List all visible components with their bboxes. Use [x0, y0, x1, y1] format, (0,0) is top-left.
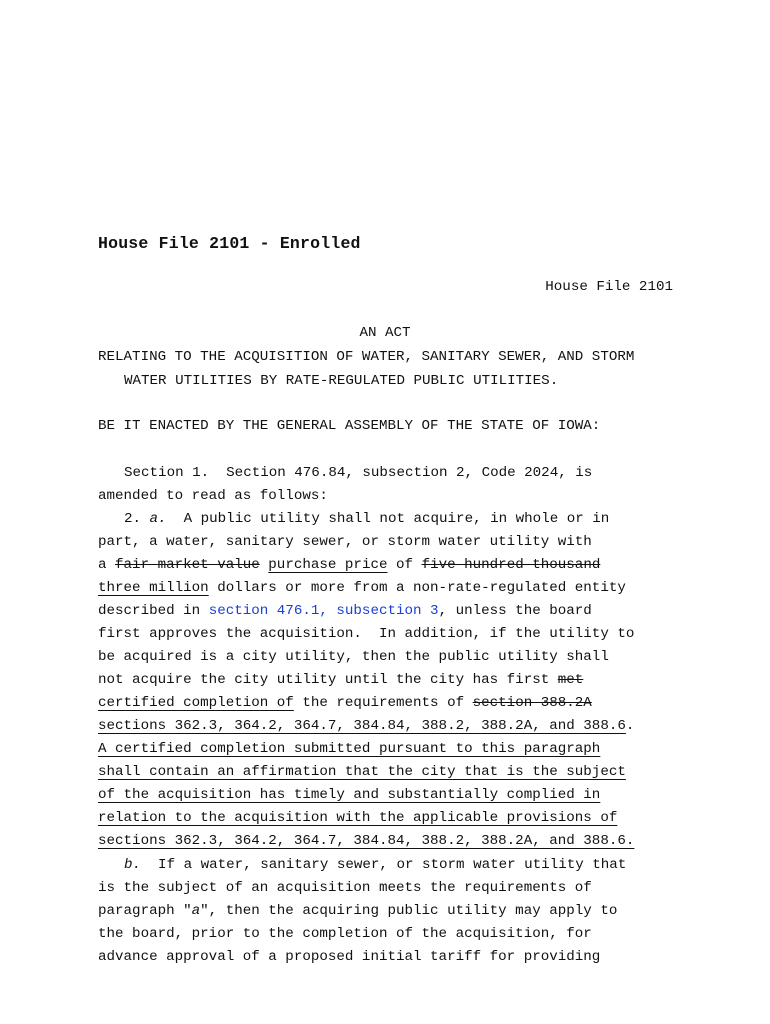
body-line-20-text: paragraph "	[98, 903, 192, 919]
body-line-19: is the subject of an acquisition meets the requirements of	[98, 880, 592, 896]
inserted-sections-list: sections 362.3, 364.2, 364.7, 384.84, 388.2, 388.2A, and 388.6	[98, 718, 626, 734]
body-line-3	[124, 509, 609, 529]
body-line-1: Section 1. Section 476.84, subsection 2, Code 2024, is	[124, 465, 593, 481]
inserted-certified-completion: certified completion of	[98, 695, 294, 711]
paragraph-number: 2.	[124, 511, 150, 527]
of-text: of	[387, 557, 422, 573]
section-476-1-link[interactable]: section 476.1, subsection 3	[208, 603, 439, 619]
document-title: House File 2101 - Enrolled	[98, 234, 361, 253]
inserted-three-million: three million	[98, 580, 209, 596]
act-title-line-1: RELATING TO THE ACQUISITION OF WATER, SANITARY SEWER, AND STORM	[98, 349, 635, 365]
enacting-clause: BE IT ENACTED BY THE GENERAL ASSEMBLY OF THE STATE OF IOWA:	[98, 418, 601, 434]
body-line-12	[98, 716, 634, 736]
body-line-5-text: a	[98, 557, 116, 573]
body-line-21: the board, prior to the completion of the acquisition, for	[98, 926, 592, 942]
struck-met: met	[557, 672, 584, 688]
period: .	[625, 718, 635, 734]
inserted-line-13: A certified completion submitted pursuant to this paragraph	[98, 741, 601, 757]
inserted-line-17: sections 362.3, 364.2, 364.7, 384.84, 388.2, 388.2A, and 388.6.	[98, 833, 635, 849]
body-line-11	[98, 693, 592, 713]
body-line-6-text: dollars or more from a non-rate-regulated entity	[208, 580, 626, 596]
struck-fair-market-value: fair market value	[115, 557, 260, 573]
act-title-line-2: WATER UTILITIES BY RATE-REGULATED PUBLIC UTILITIES.	[124, 373, 559, 389]
paragraph-ref-a: a	[191, 903, 201, 919]
body-line-6	[98, 578, 626, 598]
body-line-18	[124, 855, 626, 875]
paragraph-letter-b: b.	[124, 857, 142, 873]
act-heading: AN ACT	[359, 325, 411, 341]
body-line-7	[98, 601, 592, 621]
body-line-18-text: If a water, sanitary sewer, or storm water utility that	[141, 857, 627, 873]
inserted-line-15: of the acquisition has timely and substantially complied in	[98, 787, 601, 803]
body-line-11-text: the requirements of	[293, 695, 473, 711]
body-line-7-text: described in	[98, 603, 209, 619]
body-line-10	[98, 670, 583, 690]
file-label: House File 2101	[545, 279, 673, 295]
inserted-line-14: shall contain an affirmation that the city that is the subject	[98, 764, 626, 780]
body-line-20-rest: ", then the acquiring public utility may apply to	[200, 903, 618, 919]
struck-five-hundred-thousand: five hundred thousand	[421, 557, 601, 573]
body-line-4: part, a water, sanitary sewer, or storm water utility with	[98, 534, 592, 550]
inserted-purchase-price: purchase price	[268, 557, 388, 573]
struck-section-388-2a: section 388.2A	[472, 695, 592, 711]
body-line-3-text: A public utility shall not acquire, in whole or in	[166, 511, 610, 527]
body-line-22: advance approval of a proposed initial tariff for providing	[98, 949, 601, 965]
body-line-7-rest: , unless the board	[438, 603, 592, 619]
paragraph-letter-a: a.	[149, 511, 167, 527]
inserted-line-16: relation to the acquisition with the applicable provisions of	[98, 810, 618, 826]
body-line-2: amended to read as follows:	[98, 488, 328, 504]
body-line-20	[98, 901, 617, 921]
body-line-9: be acquired is a city utility, then the public utility shall	[98, 649, 609, 665]
body-line-10-text: not acquire the city utility until the city has first	[98, 672, 558, 688]
body-line-8: first approves the acquisition. In addition, if the utility to	[98, 626, 635, 642]
body-line-5	[98, 555, 600, 575]
